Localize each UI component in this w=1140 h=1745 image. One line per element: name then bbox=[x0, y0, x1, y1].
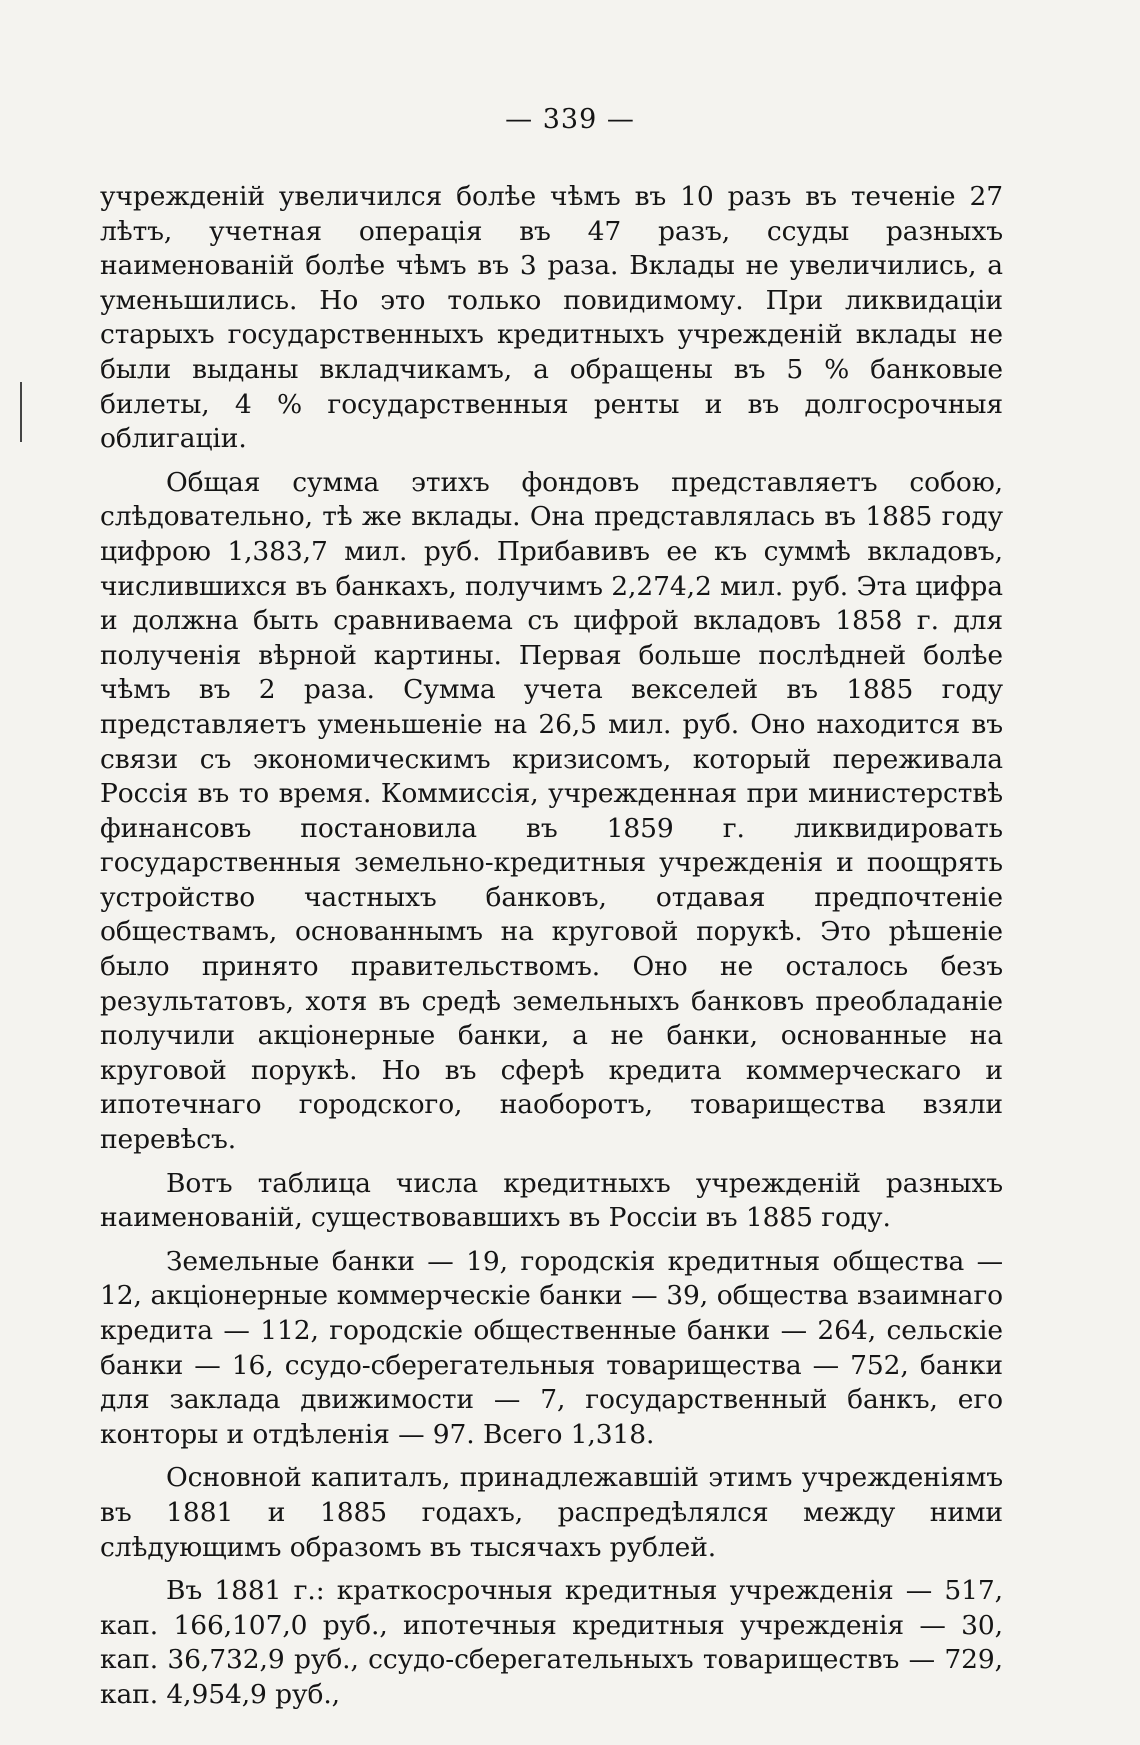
paragraph-6: Въ 1881 г.: краткосрочныя кредитныя учрежденія — 517, кап. 166,107,0 руб., ипотечныя кредитныя учрежденія — 30, кап. 36,732,9 руб., ссудо-сберегательныхъ товариществъ — 729, кап. 4,954,9 руб., bbox=[100, 1575, 1003, 1710]
body-text bbox=[100, 180, 1003, 1722]
paragraph-5: Основной капиталъ, принадлежавшій этимъ учрежденіямъ въ 1881 и 1885 годахъ, распредѣлялся между ними слѣдующимъ образомъ въ тысячахъ рублей. bbox=[100, 1462, 1003, 1563]
paragraph-1: учрежденій увеличился болѣе чѣмъ въ 10 разъ въ теченіе 27 лѣтъ, учетная операція въ 47 разъ, ссуды разныхъ наименованій болѣе чѣмъ въ 3 раза. Вклады не увеличились, а уменьшились. Но это только повидимому. При ликвидаціи старыхъ государственныхъ кредитныхъ учрежденій вклады не были выданы вкладчикамъ, а обращены въ 5 % банковые билеты, 4 % государственныя ренты и въ долгосрочныя облигаціи. bbox=[100, 181, 1003, 455]
paragraph-3: Вотъ таблица числа кредитныхъ учрежденій разныхъ наименованій, существовавшихъ въ Россіи въ 1885 году. bbox=[100, 1167, 1003, 1234]
paragraph-2: Общая сумма этихъ фондовъ представляетъ собою, слѣдовательно, тѣ же вклады. Она представлялась въ 1885 году цифрою 1,383,7 мил. руб. Прибавивъ ее къ суммѣ вкладовъ, числившихся въ банкахъ, получимъ 2,274,2 мил. руб. Эта цифра и должна быть сравниваема съ цифрой вкладовъ 1858 г. для полученія вѣрной картины. Первая больше послѣдней болѣе чѣмъ въ 2 раза. Сумма учета векселей въ 1885 году представляетъ уменьшеніе на 26,5 мил. руб. Оно находится въ связи съ экономическимъ кризисомъ, который переживала Россія въ то время. Коммиссія, учрежденная при министерствѣ финансовъ постановила въ 1859 г. ликвидировать государственныя земельно-кредитныя учрежденія и поощрять устройство частныхъ банковъ, отдавая предпочтеніе обществамъ, основаннымъ на круговой порукѣ. Это рѣшеніе было принято правительствомъ. Оно не осталось безъ результатовъ, хотя въ средѣ земельныхъ банковъ преобладаніе получили акціонерные банки, а не банки, основанные на круговой порукѣ. Но въ сферѣ кредита коммерческаго и ипотечнаго городского, наоборотъ, товарищества взяли перевѣсъ. bbox=[100, 466, 1003, 1156]
margin-mark bbox=[20, 382, 22, 442]
paragraph-4: Земельные банки — 19, городскія кредитныя общества — 12, акціонерные коммерческіе банки — 39, общества взаимнаго кредита — 112, городскіе общественные банки — 264, сельскіе банки — 16, ссудо-сберегательныя товарищества — 752, банки для заклада движимости — 7, государственный банкъ, его конторы и отдѣленія — 97. Всего 1,318. bbox=[100, 1245, 1003, 1450]
page-number: — 339 — bbox=[505, 104, 635, 135]
